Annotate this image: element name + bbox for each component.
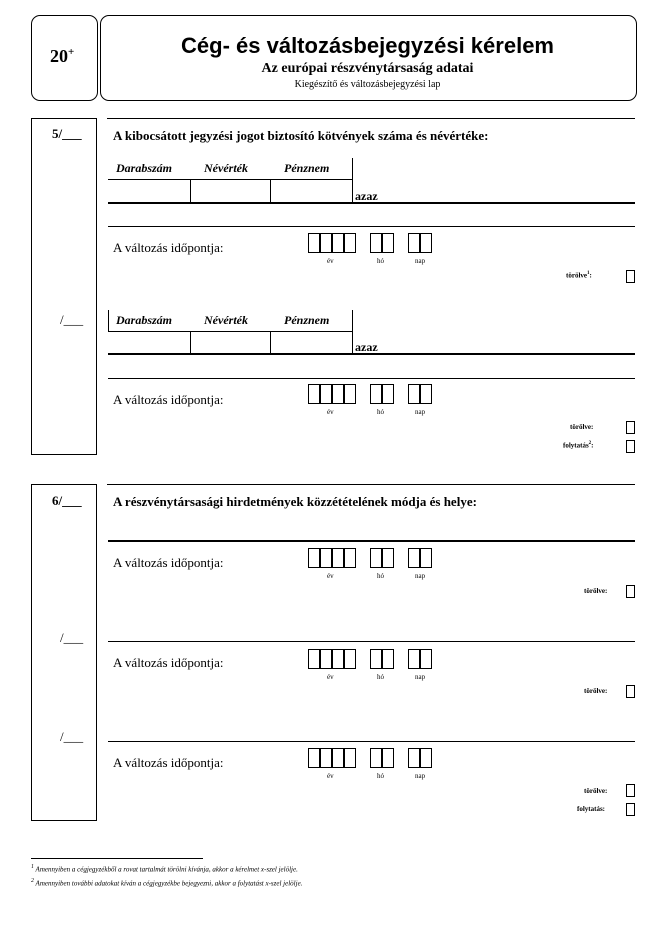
date-label-4: A változás időpontja: [113, 655, 224, 670]
continued-checkbox-2[interactable] [626, 803, 635, 816]
table1-divider-1 [190, 180, 191, 203]
section5-top-rule [107, 118, 635, 119]
year-digit-box[interactable] [332, 233, 344, 253]
year-digit-box[interactable] [320, 748, 332, 768]
form-number-value: 20 [50, 46, 68, 66]
table2-divider-3 [352, 310, 353, 354]
month-digit-box[interactable] [370, 649, 382, 669]
month-digit-box[interactable] [370, 233, 382, 253]
deleted-label-2: törölve: [570, 423, 594, 431]
col-penznem-2: Pénznem [284, 313, 330, 327]
month-label: hó [377, 257, 384, 265]
year-label: év [327, 772, 334, 780]
year-label: év [327, 408, 334, 416]
day-digit-box[interactable] [408, 748, 420, 768]
day-digit-box[interactable] [408, 384, 420, 404]
col-nevertek-2: Névérték [204, 313, 248, 327]
section6-text-rule-3 [108, 741, 635, 742]
section5-number: 5/___ [52, 126, 82, 141]
year-digit-box[interactable] [344, 649, 356, 669]
page-title: Cég- és változásbejegyzési kérelem [181, 33, 554, 58]
table1-header-rule [108, 179, 352, 180]
day-label: nap [415, 572, 426, 580]
footnote-2-text: Amennyiben további adatokat kíván a cégjegyzékbe bejegyezni, akkor a folytatást x-szel jelölje. [35, 879, 303, 888]
month-label: hó [377, 673, 384, 681]
continued-sup-1: 2 [588, 441, 592, 446]
year-label: év [327, 673, 334, 681]
month-digit-box[interactable] [370, 548, 382, 568]
continued-label-1-text: folytatás [563, 441, 589, 450]
deleted-label-3: törölve: [584, 587, 608, 595]
year-digit-box[interactable] [320, 233, 332, 253]
year-digit-box[interactable] [332, 384, 344, 404]
section6-left-column [31, 484, 97, 821]
sheet-name: Kiegészítő és változásbejegyzési lap [294, 79, 441, 90]
form-number [50, 46, 74, 67]
deleted-checkbox-5[interactable] [626, 784, 635, 797]
year-digit-box[interactable] [332, 748, 344, 768]
date-label-3: A változás időpontja: [113, 555, 224, 570]
footnote-2-num: 2 [31, 878, 34, 884]
year-label: év [327, 572, 334, 580]
section5-title: A kibocsátott jegyzési jogot biztosító kötvények száma és névértéke: [113, 128, 489, 143]
day-digit-box[interactable] [420, 748, 432, 768]
table2-text-rule [108, 378, 635, 379]
deleted-checkbox-3[interactable] [626, 585, 635, 598]
day-label: nap [415, 673, 426, 681]
col-darabszam: Darabszám [116, 161, 173, 175]
section6-text-rule-2 [108, 641, 635, 642]
day-label: nap [415, 408, 426, 416]
month-digit-box[interactable] [370, 384, 382, 404]
day-label: nap [415, 772, 426, 780]
table2-header-rule [108, 331, 352, 332]
month-digit-box[interactable] [382, 384, 394, 404]
day-digit-box[interactable] [420, 384, 432, 404]
year-digit-box[interactable] [320, 548, 332, 568]
section6-number: 6/___ [52, 493, 82, 508]
continued-checkbox-1[interactable] [626, 440, 635, 453]
day-digit-box[interactable] [420, 548, 432, 568]
year-digit-box[interactable] [344, 384, 356, 404]
year-digit-box[interactable] [344, 748, 356, 768]
date-label-5: A változás időpontja: [113, 755, 224, 770]
day-digit-box[interactable] [408, 649, 420, 669]
section6-title: A részvénytársasági hirdetmények közzétételének módja és helye: [113, 494, 477, 509]
section6-text-rule-1 [108, 540, 635, 542]
table2-azaz: azaz [355, 340, 378, 354]
section6-subnumber-1: /___ [60, 630, 84, 645]
day-digit-box[interactable] [408, 548, 420, 568]
month-label: hó [377, 408, 384, 416]
year-digit-box[interactable] [308, 384, 320, 404]
footnote-1-text: Amennyiben a cégjegyzékből a rovat tartalmát törölni kívánja, akkor a kérelmet x-szel jelölje. [35, 865, 298, 874]
year-digit-box[interactable] [308, 548, 320, 568]
form-number-sup: + [68, 46, 75, 58]
table1-bottom-rule [108, 202, 635, 204]
day-digit-box[interactable] [420, 233, 432, 253]
day-digit-box[interactable] [408, 233, 420, 253]
month-digit-box[interactable] [382, 233, 394, 253]
table2-divider-1 [190, 332, 191, 354]
month-digit-box[interactable] [382, 649, 394, 669]
month-digit-box[interactable] [382, 748, 394, 768]
deleted-label-1-text: törölve [566, 271, 587, 280]
table1-divider-2 [270, 180, 271, 203]
year-digit-box[interactable] [320, 384, 332, 404]
section6-subnumber-2: /___ [60, 729, 84, 744]
section5-left-column [31, 118, 97, 455]
table1-text-rule [108, 226, 635, 227]
table2-divider-2 [270, 332, 271, 354]
deleted-label-4: törölve: [584, 687, 608, 695]
date-label-2: A változás időpontja: [113, 392, 224, 407]
footnote-1 [31, 864, 298, 873]
deleted-label-2-text: törölve [570, 423, 591, 431]
footnote-1-num: 1 [31, 864, 34, 870]
table2-bottom-rule [108, 353, 635, 355]
year-digit-box[interactable] [320, 649, 332, 669]
deleted-label-5: törölve: [584, 787, 608, 795]
table1-azaz: azaz [355, 189, 378, 203]
deleted-checkbox-1[interactable] [626, 270, 635, 283]
year-digit-box[interactable] [308, 649, 320, 669]
day-label: nap [415, 257, 426, 265]
year-label: év [327, 257, 334, 265]
page-subtitle: Az európai részvénytársaság adatai [261, 61, 474, 76]
continued-label-2: folytatás: [577, 805, 605, 813]
year-digit-box[interactable] [332, 649, 344, 669]
year-digit-box[interactable] [308, 233, 320, 253]
section6-top-rule [107, 484, 635, 485]
year-digit-box[interactable] [332, 548, 344, 568]
col-darabszam-2: Darabszám [116, 313, 173, 327]
day-digit-box[interactable] [420, 649, 432, 669]
year-digit-box[interactable] [344, 548, 356, 568]
year-digit-box[interactable] [308, 748, 320, 768]
deleted-sup-1: 1 [587, 271, 590, 276]
deleted-checkbox-4[interactable] [626, 685, 635, 698]
month-digit-box[interactable] [382, 548, 394, 568]
month-label: hó [377, 572, 384, 580]
col-nevertek: Névérték [204, 161, 248, 175]
footnote-rule [31, 858, 203, 859]
continued-label-1: folytatás$^2$: [563, 441, 594, 450]
deleted-label-1: törölve$^1$: [566, 271, 592, 280]
table1-divider-3 [352, 158, 353, 203]
footnote-2 [31, 878, 302, 887]
section5-subnumber: /___ [60, 312, 84, 327]
deleted-checkbox-2[interactable] [626, 421, 635, 434]
col-penznem: Pénznem [284, 161, 330, 175]
year-digit-box[interactable] [344, 233, 356, 253]
month-label: hó [377, 772, 384, 780]
month-digit-box[interactable] [370, 748, 382, 768]
date-label-1: A változás időpontja: [113, 240, 224, 255]
table2-divider-0 [108, 310, 109, 332]
